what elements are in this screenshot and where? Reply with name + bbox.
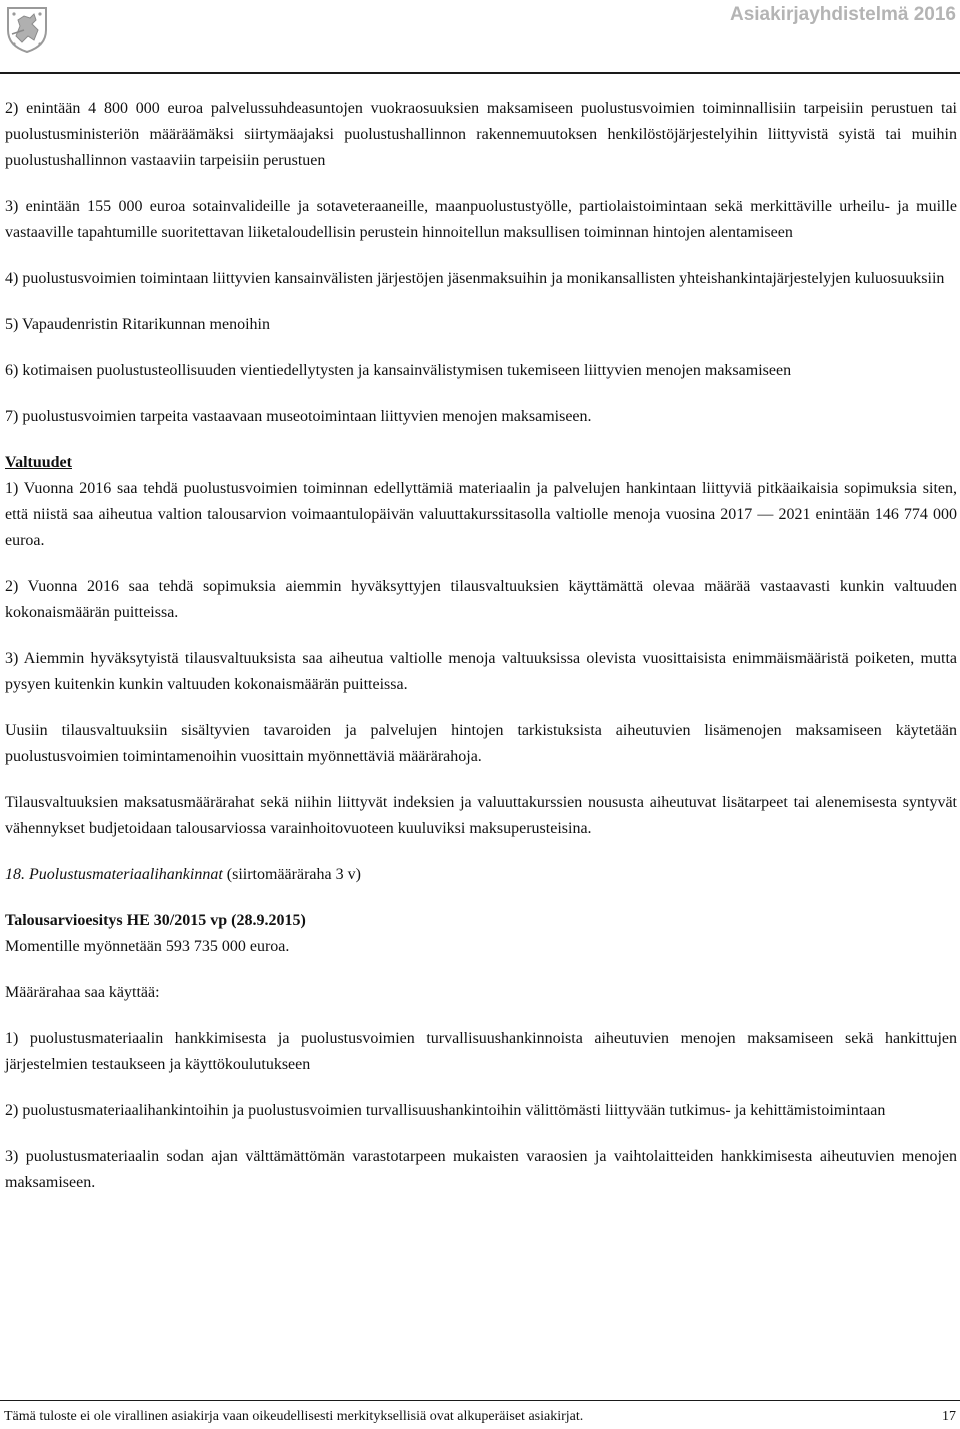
heading-text: Valtuudet	[5, 454, 72, 471]
document-title: Asiakirjayhdistelmä 2016	[729, 4, 956, 25]
paragraph: 1) puolustusmateriaalin hankkimisesta ja puolustusvoimien turvallisuushankinnoista aiheutuvien menojen maksamiseen sekä hankittujen järjestelmien testaukseen ja käyttökoulutukseen	[5, 1030, 957, 1073]
paragraph: 2) puolustusmateriaalihankintoihin ja puolustusvoimien turvallisuushankintoihin välittömästi liittyvään tutkimus- ja kehittämistoimintaan	[5, 1102, 886, 1119]
section-title	[5, 862, 957, 888]
paragraph: Tilausvaltuuksien maksatusmäärärahat sekä niihin liittyvät indeksien ja valuuttakurssien noususta aiheutuvat lisätarpeet tai alenemisesta syntyvät vähennykset budjetoidaan talousarviossa varainhoitovuoteen kuuluviksi maksuperusteisina.	[5, 794, 957, 837]
paragraph: 3) puolustusmateriaalin sodan ajan välttämättömän varastotarpeen mukaisten varaosien ja vaihtolaitteiden hankkimisesta aiheutuvien menojen maksamiseen.	[5, 1148, 957, 1191]
proposal-heading-text: Talousarvioesitys HE 30/2015 vp (28.9.2015)	[5, 912, 306, 929]
paragraph: Uusiin tilausvaltuuksiin sisältyvien tavaroiden ja palvelujen hintojen tarkistuksista aiheutuvien lisämenojen maksamiseen käytetään puolustusvoimien toimintamenoihin vuosittain myönnettäviä määrärahoja.	[5, 722, 957, 765]
paragraph: 6) kotimaisen puolustusteollisuuden vientiedellytysten ja kansainvälistymisen tukemiseen liittyvien menojen maksamiseen	[5, 362, 792, 379]
paragraph: Määrärahaa saa käyttää:	[5, 984, 160, 1001]
footer-disclaimer: Tämä tuloste ei ole virallinen asiakirja vaan oikeudellisesti merkityksellisiä ovat alkuperäiset asiakirjat.	[4, 1409, 584, 1424]
page-header	[0, 0, 960, 72]
finnish-lion-crest-icon	[4, 4, 50, 54]
document-body	[5, 96, 957, 1216]
proposal-heading	[5, 908, 957, 934]
paragraph: 7) puolustusvoimien tarpeita vastaavaan museotoimintaan liittyvien menojen maksamiseen.	[5, 408, 592, 425]
paragraph: 1) Vuonna 2016 saa tehdä puolustusvoimien toiminnan edellyttämiä materiaalin ja palvelujen hankintaan liittyviä pitkäaikaisia sopimuksia siten, että niistä saa aiheutua valtion talousarvion voimaantulopäivän valuuttakurssitasolla valtiolle menoja vuosina 2017 — 2021 enintään 146 774 000 euroa.	[5, 480, 957, 549]
paragraph: 4) puolustusvoimien toimintaan liittyvien kansainvälisten järjestöjen jäsenmaksuihin ja monikansallisten yhteishankintajärjestelyjen kuluosuuksiin	[5, 270, 945, 287]
footer-divider	[0, 1400, 960, 1401]
header-divider	[0, 72, 960, 74]
paragraph: 3) Aiemmin hyväksytyistä tilausvaltuuksista saa aiheutua valtiolle menoja valtuuksissa olevista vuosittaisista enimmäismääristä poiketen, mutta pysyen kuitenkin kunkin valtuuden kokonaismäärän puitteissa.	[5, 650, 957, 693]
paragraph: Momentille myönnetään 593 735 000 euroa.	[5, 938, 290, 955]
paragraph: 2) enintään 4 800 000 euroa palvelussuhdeasuntojen vuokraosuuksien maksamiseen puolustusvoimien toiminnallisiin tarpeisiin perustuen tai puolustusministeriön määräämäksi siirtymäajaksi puolustushallinnon rakennemuutoksen henkilöstöjärjestelyihin liittyvistä syistä tai muihin puolustushallinnon vastaaviin tarpeisiin perustuen	[5, 100, 957, 169]
section-title-suffix: (siirtomääräraha 3 v)	[222, 866, 361, 883]
paragraph: 5) Vapaudenristin Ritarikunnan menoihin	[5, 316, 270, 333]
section-title-text: 18. Puolustusmateriaalihankinnat	[5, 866, 223, 883]
page-number: 17	[942, 1409, 956, 1424]
paragraph: 3) enintään 155 000 euroa sotainvalideille ja sotaveteraaneille, maanpuolustustyölle, partiolaistoimintaan sekä merkittäville urheilu- ja muille vastaaville tapahtumille suoritettavan liiketaloudellisin perustein hinnoitellun maksullisen toiminnan hintojen alentamiseen	[5, 198, 957, 241]
section-heading-valtuudet	[5, 450, 957, 476]
paragraph: 2) Vuonna 2016 saa tehdä sopimuksia aiemmin hyväksyttyjen tilausvaltuuksien käyttämättä olevaa määrää vastaavasti kunkin valtuuden kokonaismäärän puitteissa.	[5, 578, 957, 621]
